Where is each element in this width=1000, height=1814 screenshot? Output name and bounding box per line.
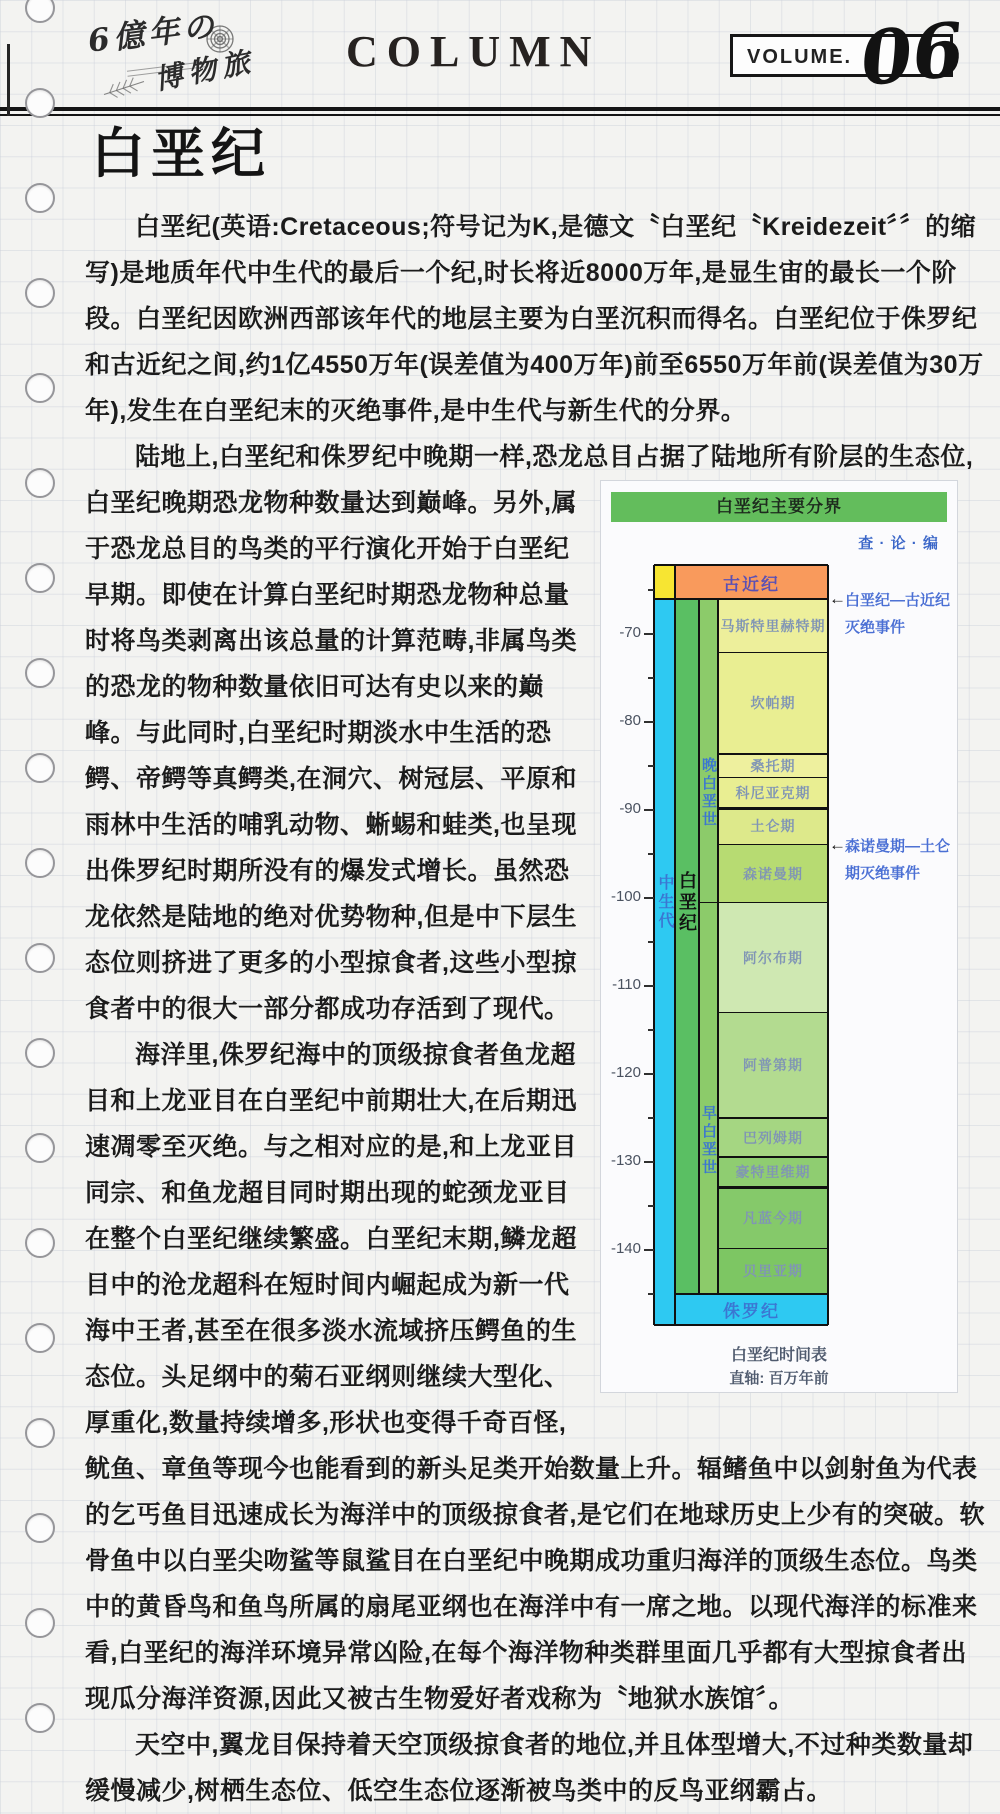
binder-hole <box>25 1513 55 1543</box>
stage-label: 土仑期 <box>750 818 796 835</box>
timeline-border <box>698 599 700 1294</box>
timeline-border <box>718 1248 828 1250</box>
stage-label: 豪特里维期 <box>735 1164 811 1181</box>
era-label-text: 中生代 <box>656 873 673 931</box>
axis-minor-tick <box>648 941 654 943</box>
early-epoch-label-text: 早白垩世 <box>700 1105 717 1177</box>
axis-tick-label: -80 <box>619 712 641 730</box>
brand-logo <box>85 8 285 108</box>
paragraph-3: 海洋里,侏罗纪海中的顶级掠食者鱼龙超目和上龙亚目在白垩纪中前期壮大,在后期迅速凋零至灭绝。与之相对应的是,和上龙亚目同宗、和鱼龙超目同时期出现的蛇颈龙亚目在整个白垩纪继续繁盛。白垩纪末期,鳞龙超目中的沧龙超科在短时间内崛起成为新一代海中王者,甚至在很多淡水流域挤压鳄鱼的生态位。头足纲中的菊石亚纲则继续大型化、厚重化,数量持续增多,形状也变得千奇百怪,鱿鱼、章鱼等现今也能看到的新头足类开始数量上升。辐鳍鱼中以剑射鱼为代表的乞丐鱼目迅速成长为海洋中的顶级掠食者,是它们在地球历史上少有的突破。软骨鱼中以白垩尖吻鲨等鼠鲨目在白垩纪中晚期成功重归海洋的顶级生态位。鸟类中的黄昏鸟和鱼鸟所属的扇尾亚纲也在海洋中有一席之地。以现代海洋的标准来看,白垩纪的海洋环境异常凶险,在每个海洋物种类群里面几乎都有大型掠食者出现瓜分海洋资源,因此又被古生物爱好者戏称为〝地狱水族馆〞。 <box>85 1041 985 1713</box>
binder-hole <box>25 278 55 308</box>
timeline-border <box>718 1186 828 1189</box>
axis-tick-label: -130 <box>610 1152 641 1170</box>
article <box>85 122 985 1814</box>
axis-tick-label: -120 <box>610 1064 641 1082</box>
axis-tick-label: -110 <box>612 976 641 994</box>
timeline-border <box>654 1324 828 1326</box>
binder-hole <box>25 1703 55 1733</box>
stage-label: 坎帕期 <box>750 695 796 712</box>
timeline-border <box>718 1156 828 1158</box>
volume-number: 06 <box>856 6 969 104</box>
late-epoch-label <box>699 733 718 853</box>
event-annotation-line: 白垩纪—古近纪 <box>845 592 951 609</box>
stage-row <box>718 1188 828 1249</box>
logo-text-line1: 6億年の <box>85 8 220 60</box>
timeline-border <box>718 753 828 755</box>
event-annotation <box>845 587 957 641</box>
arrow-left-icon: ← <box>829 834 846 854</box>
binder-hole <box>25 563 55 593</box>
binder-hole <box>25 1038 55 1068</box>
early-epoch-label <box>699 1081 718 1201</box>
axis-tick <box>644 985 654 987</box>
binder-hole <box>25 658 55 688</box>
timeline-border <box>718 777 828 779</box>
logo-text-line2: 博物旅 <box>151 44 259 97</box>
timeline-border <box>654 564 828 566</box>
stage-label: 凡蓝今期 <box>743 1210 803 1227</box>
stage-row <box>718 653 828 754</box>
chart-title-bar: 白垩纪主要分界 <box>611 492 947 522</box>
period-label <box>675 859 699 945</box>
axis-tick <box>644 1073 654 1075</box>
axis-minor-tick <box>648 1029 654 1031</box>
axis-tick <box>644 809 654 811</box>
header-rule-bottom <box>0 114 1000 116</box>
binder-hole <box>25 848 55 878</box>
timeline-border <box>718 1117 828 1119</box>
stage-row <box>718 1248 828 1294</box>
volume-label: VOLUME. <box>747 46 853 68</box>
timeline-border <box>718 1012 828 1014</box>
axis-minor-tick <box>648 1117 654 1119</box>
cretaceous-timeline-figure <box>585 480 985 1401</box>
timeline-panel <box>600 480 958 1393</box>
late-epoch-label-text: 晚白垩世 <box>700 757 717 829</box>
timeline-border <box>718 844 828 846</box>
axis-tick <box>644 1161 654 1163</box>
stage-label: 阿尔布期 <box>743 949 803 966</box>
stage-label: 贝里亚期 <box>743 1263 803 1280</box>
mesozoic-era-column <box>654 599 675 1325</box>
event-annotation-line: 森诺曼期—土仑 <box>845 837 951 855</box>
binder-hole <box>25 183 55 213</box>
stage-row <box>718 778 828 809</box>
axis-tick <box>644 897 654 899</box>
stage-row <box>718 1013 828 1119</box>
binder-hole <box>25 1608 55 1638</box>
axis-minor-tick <box>648 1205 654 1207</box>
stage-label: 桑托期 <box>750 757 796 774</box>
timeline-border <box>718 652 828 654</box>
wiki-link-1[interactable]: 论 <box>890 535 907 552</box>
timeline-border <box>654 598 828 601</box>
stage-label: 阿普第期 <box>743 1057 803 1074</box>
timeline-border <box>718 807 828 810</box>
cretaceous-period-column <box>675 599 699 1294</box>
paragraph-2-rest: 白垩纪晚期恐龙物种数量达到巅峰。另外,属于恐龙总目的鸟类的平行演化开始于白垩纪早期。即使在计算白垩纪时期恐龙物种总量时将鸟类剥离出该总量的计算范畴,非属鸟类的恐龙的物种数量依旧可达有史以来的巅峰。与此同时,白垩纪时期淡水中生活的恐鳄、帝鳄等真鳄类,在洞穴、树冠层、平原和雨林中生活的哺乳动物、蜥蜴和蛙类,也呈现出侏罗纪时期所没有的爆发式增长。虽然恐龙依然是陆地的绝对优势物种,但是中下层生态位则挤进了更多的小型掠食者,这些小型掠食者中的很大一部分都成功存活到了现代。 <box>85 489 577 1023</box>
binder-hole <box>25 468 55 498</box>
event-annotation <box>845 833 957 887</box>
stratigraphic-timeline <box>601 481 957 1392</box>
event-annotation-line: 期灭绝事件 <box>845 864 921 882</box>
stage-row <box>718 808 828 844</box>
timeline-border <box>827 565 829 1325</box>
timeline-border <box>674 565 676 1325</box>
period-label-text: 白垩纪 <box>677 870 697 934</box>
era-label <box>654 859 675 945</box>
link-separator: · <box>906 535 923 552</box>
stage-row <box>718 845 828 903</box>
cenozoic-era-sliver <box>654 565 675 599</box>
axis-minor-tick <box>648 853 654 855</box>
axis-minor-tick <box>648 677 654 679</box>
paragraph-2-intro: 陆地上,白垩纪和侏罗纪中晚期一样,恐龙总目占据了陆地所有阶层的生态位, <box>135 443 974 471</box>
jurassic-bar: 侏罗纪 <box>675 1294 828 1325</box>
stage-row <box>718 754 828 778</box>
arrow-left-icon: ← <box>829 589 846 608</box>
axis-minor-tick <box>648 765 654 767</box>
link-separator: · <box>874 535 891 552</box>
stage-row <box>718 1157 828 1188</box>
binder-hole <box>25 1323 55 1353</box>
stage-label: 马斯特里赫特期 <box>720 617 826 634</box>
binder-hole <box>25 943 55 973</box>
axis-tick-label: -70 <box>619 624 641 642</box>
binder-hole <box>25 1133 55 1163</box>
stage-label: 森诺曼期 <box>743 865 803 882</box>
timeline-border <box>717 599 719 1294</box>
axis-minor-tick <box>648 589 654 591</box>
binder-hole <box>25 1228 55 1258</box>
stage-label: 巴列姆期 <box>743 1129 803 1146</box>
fishbone-sketch-icon <box>99 71 149 104</box>
stage-label: 科尼亚克期 <box>735 785 811 802</box>
axis-tick-label: -100 <box>610 888 641 906</box>
axis-tick <box>644 721 654 723</box>
timeline-border <box>699 902 718 904</box>
axis-tick-label: -90 <box>619 800 641 818</box>
page-title: 白垩纪 <box>91 124 271 184</box>
binder-hole <box>25 753 55 783</box>
chart-caption: 白垩纪时间表 <box>730 1347 827 1364</box>
column-heading: COLUMN <box>346 27 601 76</box>
page-edge-line <box>7 44 10 116</box>
binder-hole <box>25 373 55 403</box>
volume-badge <box>730 6 969 104</box>
axis-tick <box>644 1249 654 1251</box>
stage-row <box>718 599 828 653</box>
wiki-link-2[interactable]: 编 <box>922 535 939 552</box>
axis-tick <box>644 633 654 635</box>
binder-hole <box>25 0 55 23</box>
stage-row <box>718 903 828 1013</box>
paragraph-1: 白垩纪(英语:Cretaceous;符号记为K,是德文〝白垩纪〝Kreidezeit〞〞的缩写)是地质年代中生代的最后一个纪,时长将近8000万年,是显生宙的最长一个阶段。白垩纪因欧洲西部该年代的地层主要为白垩沉积而得名。白垩纪位于侏罗纪和古近纪之间,约1亿4550万年(误差值为400万年)前至6550万年前(误差值为30万年),发生在白垩纪末的灭绝事件,是中生代与新生代的分界。 <box>85 213 984 425</box>
event-annotation-line: 灭绝事件 <box>845 619 906 636</box>
axis-minor-tick <box>648 1293 654 1295</box>
axis-tick-label: -140 <box>610 1240 641 1258</box>
binder-hole <box>25 1418 55 1448</box>
wiki-link-0[interactable]: 查 <box>858 535 875 552</box>
chart-axis-caption: 直轴: 百万年前 <box>729 1370 829 1387</box>
paragraph-4: 天空中,翼龙目保持着天空顶级掠食者的地位,并且体型增大,不过种类数量却缓慢减少,树栖生态位、低空生态位逐渐被鸟类中的反鸟亚纲霸占。 <box>85 1731 974 1805</box>
paleogene-bar: 古近纪 <box>675 565 828 599</box>
timeline-border <box>718 902 828 904</box>
stage-row <box>718 1118 828 1157</box>
